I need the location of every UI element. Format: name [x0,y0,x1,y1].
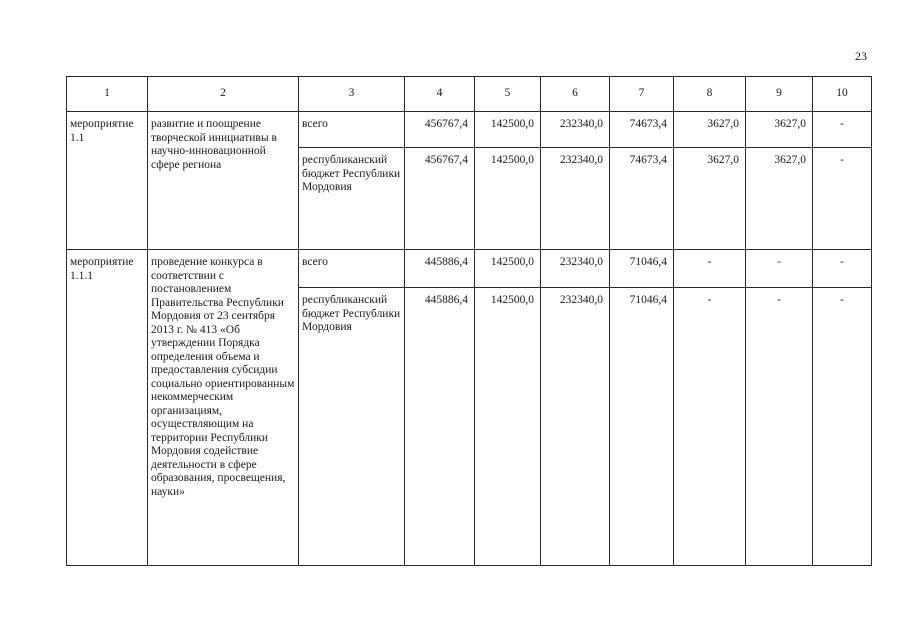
value-cell: 71046,4 [610,288,674,566]
value-cell: 445886,4 [405,288,475,566]
column-header: 6 [541,77,610,112]
value-cell: - [746,288,813,566]
funding-source: республиканский бюджет Республики Мордовия [299,288,405,566]
table-row [67,112,872,148]
value-cell: - [674,288,746,566]
column-header: 2 [148,77,299,112]
value-cell: - [674,250,746,288]
column-header: 9 [746,77,813,112]
column-header: 1 [67,77,148,112]
value-cell: 232340,0 [541,148,610,250]
value-cell: 232340,0 [541,288,610,566]
funding-source: всего [299,112,405,148]
value-cell: 3627,0 [746,112,813,148]
value-cell: 71046,4 [610,250,674,288]
column-header: 5 [475,77,541,112]
value-cell: - [813,288,872,566]
value-cell: 232340,0 [541,250,610,288]
value-cell: 74673,4 [610,148,674,250]
value-cell: 74673,4 [610,112,674,148]
budget-table [66,76,872,566]
measure-code: мероприятие 1.1 [67,112,148,250]
funding-source: республиканский бюджет Республики Мордовия [299,148,405,250]
column-header: 7 [610,77,674,112]
value-cell: 3627,0 [746,148,813,250]
funding-source: всего [299,250,405,288]
table-row [67,250,872,288]
column-header: 10 [813,77,872,112]
value-cell: 456767,4 [405,112,475,148]
value-cell: 142500,0 [475,250,541,288]
measure-description: развитие и поощрение творческой инициативы в научно-инновационной сфере региона [148,112,299,250]
value-cell: 142500,0 [475,112,541,148]
value-cell: - [813,148,872,250]
value-cell: 142500,0 [475,148,541,250]
column-header: 4 [405,77,475,112]
value-cell: 3627,0 [674,112,746,148]
measure-description: проведение конкурса в соответствии с постановлением Правительства Республики Мордовия от 23 сентября 2013 г. № 413 «Об утверждении Порядка определения объема и предоставления субсидии социально ориентированным некоммерческим организациям, осуществляющим на территории Республики Мордовия содействие деятельности в сфере образования, просвещения, науки» [148,250,299,566]
value-cell: - [746,250,813,288]
value-cell: 3627,0 [674,148,746,250]
header-row [67,77,872,112]
page-number: 23 [855,49,867,63]
value-cell: 456767,4 [405,148,475,250]
value-cell: 445886,4 [405,250,475,288]
measure-code: мероприятие 1.1.1 [67,250,148,566]
value-cell: - [813,112,872,148]
column-header: 3 [299,77,405,112]
value-cell: 232340,0 [541,112,610,148]
value-cell: 142500,0 [475,288,541,566]
column-header: 8 [674,77,746,112]
value-cell: - [813,250,872,288]
